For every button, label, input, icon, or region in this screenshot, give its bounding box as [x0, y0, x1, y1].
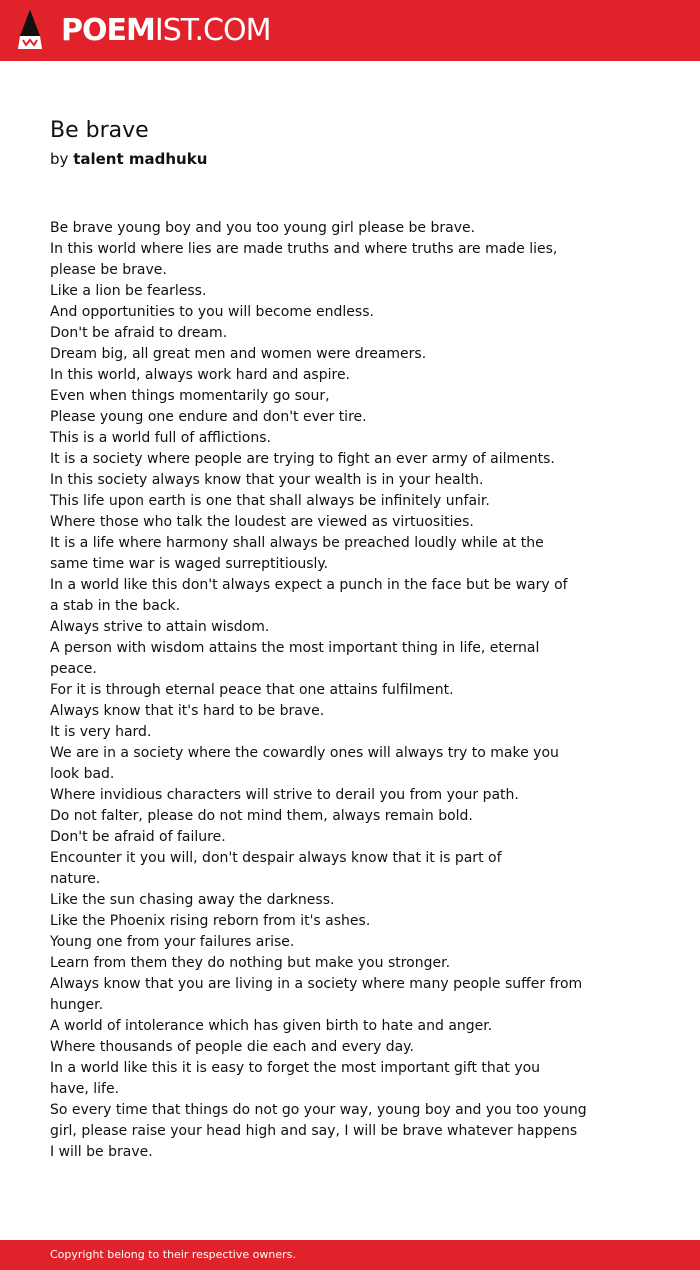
poem-line: In this world where lies are made truths and where truths are made lies, [50, 241, 558, 257]
poem-line: Always know that it's hard to be brave. [50, 703, 325, 719]
poem-line: look bad. [50, 766, 115, 782]
logo-text-light: IST.COM [154, 13, 271, 48]
site-header [0, 0, 700, 61]
poem-line: Always know that you are living in a society where many people suffer from [50, 976, 583, 992]
poem-author: talent madhuku [73, 150, 208, 168]
poem-line: In a world like this it is easy to forget the most important gift that you [50, 1060, 541, 1076]
poem-line: please be brave. [50, 262, 167, 278]
poem-line: For it is through eternal peace that one attains fulfilment. [50, 682, 454, 698]
poem-line: Like a lion be fearless. [50, 283, 207, 299]
poem-line: Please young one endure and don't ever tire. [50, 409, 367, 425]
poem-line: Young one from your failures arise. [50, 934, 295, 950]
poem-line: This life upon earth is one that shall always be infinitely unfair. [50, 493, 490, 509]
poem-line: A world of intolerance which has given birth to hate and anger. [50, 1018, 493, 1034]
poem-byline [50, 148, 207, 170]
poem-line: a stab in the back. [50, 598, 181, 614]
poem-line: Where invidious characters will strive to derail you from your path. [50, 787, 519, 803]
poem-line: Do not falter, please do not mind them, always remain bold. [50, 808, 473, 824]
logo-text-bold: POEM [61, 13, 155, 48]
poem-line: It is a life where harmony shall always be preached loudly while at the [50, 535, 544, 551]
poem-line: have, life. [50, 1081, 120, 1097]
poem-line: Encounter it you will, don't despair always know that it is part of [50, 850, 502, 866]
poem-line: And opportunities to you will become endless. [50, 304, 374, 320]
poem-line: Dream big, all great men and women were dreamers. [50, 346, 427, 362]
poem-title: Be brave [50, 118, 149, 143]
site-logo[interactable] [61, 11, 270, 51]
poem-line: So every time that things do not go your way, young boy and you too young [50, 1102, 587, 1118]
pencil-icon[interactable] [17, 9, 43, 51]
poem-line: Where thousands of people die each and every day. [50, 1039, 414, 1055]
poem-line: In this society always know that your wealth is in your health. [50, 472, 484, 488]
poem-line: peace. [50, 661, 97, 677]
poem-line: nature. [50, 871, 101, 887]
poem-line: We are in a society where the cowardly ones will always try to make you [50, 745, 559, 761]
poem-body [50, 218, 650, 1163]
poem-line: A person with wisdom attains the most important thing in life, eternal [50, 640, 540, 656]
poem-line: Learn from them they do nothing but make you stronger. [50, 955, 451, 971]
poem-line: It is very hard. [50, 724, 152, 740]
poem-line: This is a world full of afflictions. [50, 430, 271, 446]
poem-line: Where those who talk the loudest are viewed as virtuosities. [50, 514, 474, 530]
poem-line: Even when things momentarily go sour, [50, 388, 330, 404]
footer-copyright: Copyright belong to their respective owners. [50, 1248, 296, 1261]
poem-line: In this world, always work hard and aspire. [50, 367, 351, 383]
site-footer [0, 1240, 700, 1270]
poem-line: Like the Phoenix rising reborn from it's ashes. [50, 913, 371, 929]
poem-line: Don't be afraid of failure. [50, 829, 226, 845]
by-label: by [50, 150, 69, 168]
poem-line: In a world like this don't always expect a punch in the face but be wary of [50, 577, 568, 593]
poem-line: girl, please raise your head high and say, I will be brave whatever happens [50, 1123, 578, 1139]
poem-line: I will be brave. [50, 1144, 153, 1160]
poem-line: Like the sun chasing away the darkness. [50, 892, 335, 908]
poem-line: same time war is waged surreptitiously. [50, 556, 329, 572]
poem-line: It is a society where people are trying to fight an ever army of ailments. [50, 451, 555, 467]
poem-line: Be brave young boy and you too young girl please be brave. [50, 220, 476, 236]
poem-line: hunger. [50, 997, 104, 1013]
poem-line: Don't be afraid to dream. [50, 325, 228, 341]
poem-line: Always strive to attain wisdom. [50, 619, 270, 635]
